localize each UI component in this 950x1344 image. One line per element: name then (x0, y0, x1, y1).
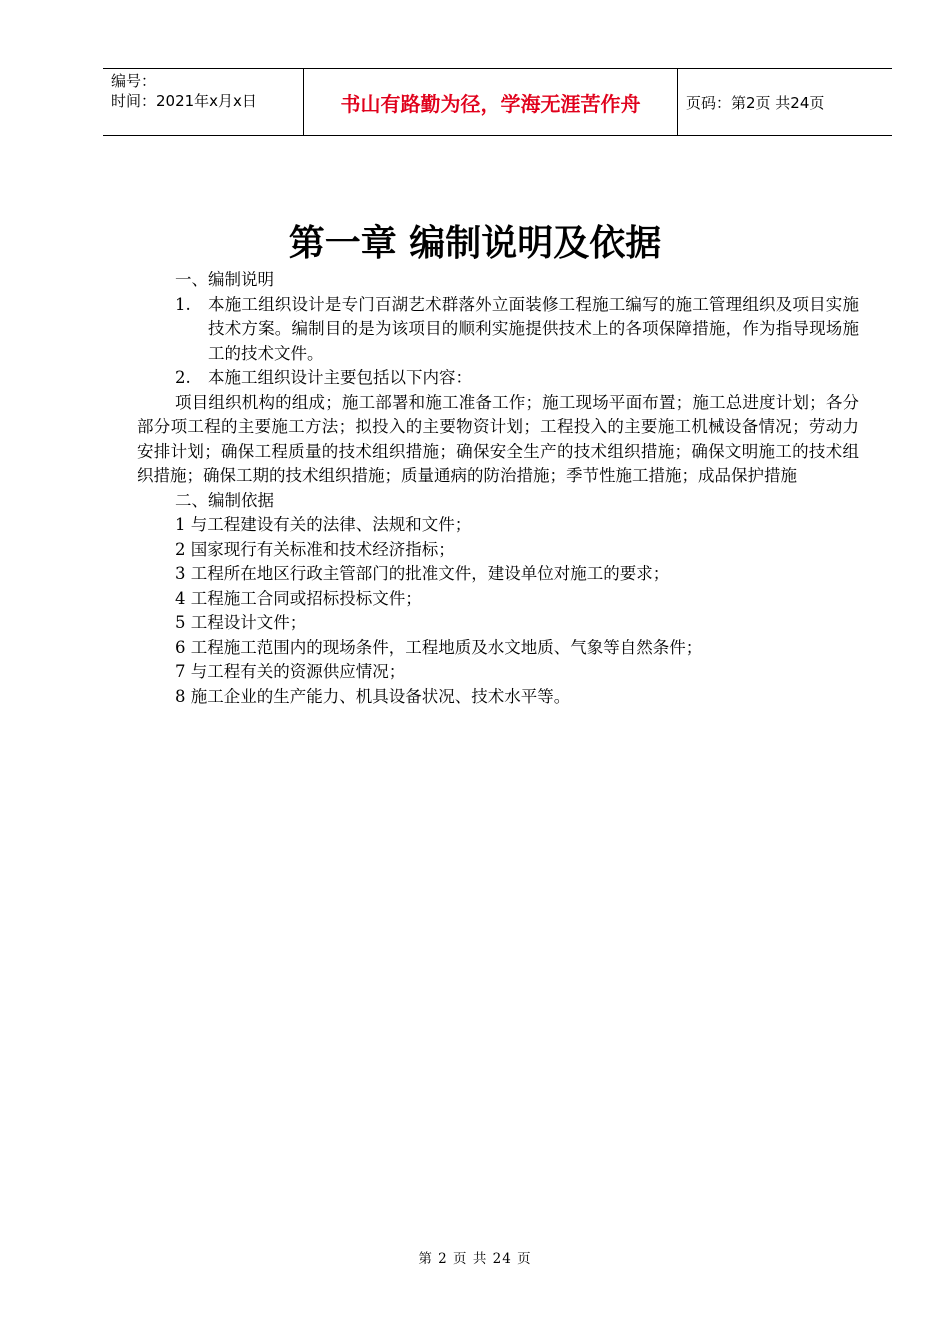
numbered-item (137, 366, 859, 391)
item-number: 1. (175, 294, 191, 314)
numbered-item (137, 293, 859, 367)
page-footer: 第 2 页 共 24 页 (418, 1251, 532, 1267)
chapter-title: 第一章 编制说明及依据 (288, 223, 662, 264)
header-motto: 书山有路勤为径，学海无涯苦作舟 (304, 69, 678, 135)
header-meta (103, 69, 304, 135)
basis-item: 5 工程设计文件； (175, 613, 307, 632)
basis-item: 3 工程所在地区行政主管部门的批准文件，建设单位对施工的要求； (175, 564, 670, 583)
section-heading-1: 一、编制说明 (175, 270, 274, 289)
basis-item: 2 国家现行有关标准和技术经济指标； (175, 539, 455, 559)
item-text: 本施工组织设计主要包括以下内容： (208, 368, 472, 387)
basis-item: 8 施工企业的生产能力、机具设备状况、技术水平等。 (175, 686, 571, 706)
document-body (137, 268, 859, 709)
document-time-label: 时间：2021年x月x日 (111, 92, 257, 110)
basis-item: 6 工程施工范围内的现场条件，工程地质及水文地质、气象等自然条件； (175, 637, 703, 657)
item-text: 本施工组织设计是专门百湖艺术群落外立面装修工程施工编写的施工管理组织及项目实施技术方案。编制目的是为该项目的顺利实施提供技术上的各项保障措施，作为指导现场施工的技术文件。 (208, 294, 859, 363)
document-number-label: 编号： (111, 72, 157, 90)
item-number: 2. (175, 368, 191, 387)
basis-item: 1 与工程建设有关的法律、法规和文件； (175, 515, 472, 534)
page-header (103, 68, 892, 136)
contents-paragraph: 项目组织机构的组成；施工部署和施工准备工作；施工现场平面布置；施工总进度计划；各分部分项工程的主要施工方法；拟投入的主要物资计划；工程投入的主要施工机械设备情况；劳动力安排计划；确保工程质量的技术组织措施；确保安全生产的技术组织措施；确保文明施工的技术组织措施；确保工期的技术组织措施；质量通病的防治措施；季节性施工措施；成品保护措施 (137, 392, 859, 485)
section-heading-2: 二、编制依据 (175, 490, 274, 510)
basis-item: 4 工程施工合同或招标投标文件； (175, 588, 422, 608)
basis-item: 7 与工程有关的资源供应情况； (175, 662, 406, 681)
header-page-info: 页码：第2页 共24页 (686, 93, 825, 112)
